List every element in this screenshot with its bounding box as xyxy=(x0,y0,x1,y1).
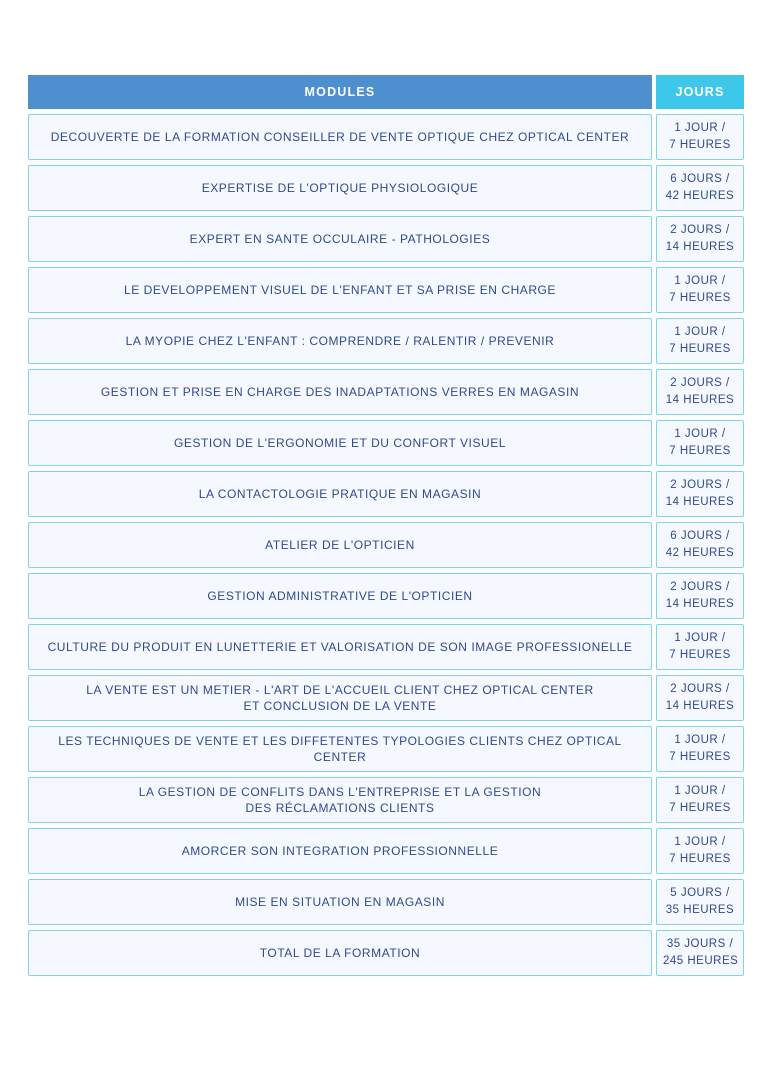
jours-cell xyxy=(656,930,744,976)
module-cell xyxy=(28,114,652,160)
jours-value-line: 1 JOUR / xyxy=(674,784,726,797)
module-cell xyxy=(28,777,652,823)
jours-value-line: 2 JOURS / xyxy=(670,223,730,236)
jours-cell xyxy=(656,369,744,415)
module-cell xyxy=(28,420,652,466)
module-label-line: DES RÉCLAMATIONS CLIENTS xyxy=(245,801,435,815)
jours-value-line: 42 HEURES xyxy=(665,190,735,202)
jours-value-line: 245 HEURES xyxy=(663,955,739,967)
jours-cell xyxy=(656,471,744,517)
module-label-line: ET CONCLUSION DE LA VENTE xyxy=(243,699,437,713)
jours-value-line: 1 JOUR / xyxy=(674,427,726,440)
module-cell xyxy=(28,726,652,772)
module-cell xyxy=(28,216,652,262)
table-row xyxy=(28,522,744,568)
modules-table xyxy=(24,70,748,981)
module-label-line: EXPERT EN SANTE OCCULAIRE - PATHOLOGIES xyxy=(189,231,491,246)
module-label-line: EXPERTISE DE L'OPTIQUE PHYSIOLOGIQUE xyxy=(201,180,479,195)
jours-value-line: 2 JOURS / xyxy=(670,682,730,695)
module-cell xyxy=(28,675,652,721)
module-cell xyxy=(28,624,652,670)
jours-value-line: 6 JOURS / xyxy=(670,172,730,185)
jours-cell xyxy=(656,114,744,160)
jours-value-line: 14 HEURES xyxy=(665,394,735,406)
table-row xyxy=(28,675,744,721)
module-cell xyxy=(28,471,652,517)
table-row xyxy=(28,420,744,466)
jours-value-line: 7 HEURES xyxy=(669,139,731,151)
module-label-line: LA GESTION DE CONFLITS DANS L'ENTREPRISE ET LA GESTION xyxy=(138,784,542,799)
jours-value-line: 35 JOURS / xyxy=(666,937,734,950)
jours-value-line: 42 HEURES xyxy=(665,547,735,559)
module-label-line: LES TECHNIQUES DE VENTE ET LES DIFFETENTES TYPOLOGIES CLIENTS CHEZ OPTICAL CENTER xyxy=(58,733,622,764)
module-label-line: AMORCER SON INTEGRATION PROFESSIONNELLE xyxy=(181,843,499,858)
jours-cell xyxy=(656,828,744,874)
jours-value-line: 6 JOURS / xyxy=(670,529,730,542)
table-row xyxy=(28,573,744,619)
table-row xyxy=(28,369,744,415)
jours-value-line: 1 JOUR / xyxy=(674,631,726,644)
jours-cell xyxy=(656,318,744,364)
table-header-row xyxy=(28,75,744,109)
table-row xyxy=(28,216,744,262)
jours-value-line: 7 HEURES xyxy=(669,751,731,763)
module-label-line: MISE EN SITUATION EN MAGASIN xyxy=(235,894,445,909)
table-row xyxy=(28,165,744,211)
table-row xyxy=(28,726,744,772)
jours-value-line: 1 JOUR / xyxy=(674,121,726,134)
module-label-line: ATELIER DE L'OPTICIEN xyxy=(265,537,415,552)
module-cell xyxy=(28,267,652,313)
jours-value-line: 7 HEURES xyxy=(669,649,731,661)
jours-value-line: 7 HEURES xyxy=(669,343,731,355)
module-label-line: GESTION ADMINISTRATIVE DE L'OPTICIEN xyxy=(207,588,473,603)
jours-cell xyxy=(656,879,744,925)
module-label-line: TOTAL DE LA FORMATION xyxy=(259,945,421,960)
module-cell xyxy=(28,369,652,415)
module-cell xyxy=(28,165,652,211)
jours-cell xyxy=(656,726,744,772)
jours-cell xyxy=(656,267,744,313)
column-header-jours: JOURS xyxy=(656,75,744,109)
module-label-line: LE DEVELOPPEMENT VISUEL DE L'ENFANT ET SA PRISE EN CHARGE xyxy=(124,282,556,297)
module-cell xyxy=(28,318,652,364)
table-row xyxy=(28,777,744,823)
module-label-line: GESTION ET PRISE EN CHARGE DES INADAPTATIONS VERRES EN MAGASIN xyxy=(100,384,580,399)
jours-cell xyxy=(656,420,744,466)
table-row xyxy=(28,114,744,160)
jours-value-line: 7 HEURES xyxy=(669,853,731,865)
jours-cell xyxy=(656,777,744,823)
jours-value-line: 14 HEURES xyxy=(665,241,735,253)
jours-cell xyxy=(656,522,744,568)
jours-value-line: 2 JOURS / xyxy=(670,580,730,593)
table-row xyxy=(28,267,744,313)
jours-value-line: 7 HEURES xyxy=(669,292,731,304)
module-label-line: DECOUVERTE DE LA FORMATION CONSEILLER DE VENTE OPTIQUE CHEZ OPTICAL CENTER xyxy=(50,129,630,144)
jours-value-line: 14 HEURES xyxy=(665,598,735,610)
jours-cell xyxy=(656,216,744,262)
module-label-line: LA VENTE EST UN METIER - L'ART DE L'ACCUEIL CLIENT CHEZ OPTICAL CENTER xyxy=(86,682,594,697)
module-cell xyxy=(28,930,652,976)
table-row xyxy=(28,471,744,517)
jours-cell xyxy=(656,675,744,721)
table-body xyxy=(28,114,744,976)
module-label-line: LA CONTACTOLOGIE PRATIQUE EN MAGASIN xyxy=(198,486,482,501)
jours-value-line: 1 JOUR / xyxy=(674,274,726,287)
module-cell xyxy=(28,879,652,925)
jours-value-line: 7 HEURES xyxy=(669,445,731,457)
jours-value-line: 1 JOUR / xyxy=(674,835,726,848)
jours-value-line: 35 HEURES xyxy=(665,904,735,916)
module-label-line: GESTION DE L'ERGONOMIE ET DU CONFORT VISUEL xyxy=(174,435,506,450)
table-row xyxy=(28,879,744,925)
table-row xyxy=(28,624,744,670)
jours-value-line: 7 HEURES xyxy=(669,802,731,814)
jours-cell xyxy=(656,624,744,670)
module-label-line: LA MYOPIE CHEZ L'ENFANT : COMPRENDRE / RALENTIR / PREVENIR xyxy=(125,333,555,348)
jours-value-line: 2 JOURS / xyxy=(670,376,730,389)
jours-cell xyxy=(656,573,744,619)
table-row xyxy=(28,930,744,976)
module-cell xyxy=(28,828,652,874)
column-header-modules: MODULES xyxy=(28,75,652,109)
jours-value-line: 5 JOURS / xyxy=(670,886,730,899)
jours-value-line: 14 HEURES xyxy=(665,496,735,508)
table-row xyxy=(28,828,744,874)
table-row xyxy=(28,318,744,364)
module-cell xyxy=(28,522,652,568)
jours-cell xyxy=(656,165,744,211)
jours-value-line: 1 JOUR / xyxy=(674,733,726,746)
module-cell xyxy=(28,573,652,619)
table-header xyxy=(28,75,744,109)
module-label-line: CULTURE DU PRODUIT EN LUNETTERIE ET VALORISATION DE SON IMAGE PROFESSIONELLE xyxy=(47,639,633,654)
jours-value-line: 1 JOUR / xyxy=(674,325,726,338)
jours-value-line: 2 JOURS / xyxy=(670,478,730,491)
jours-value-line: 14 HEURES xyxy=(665,700,735,712)
